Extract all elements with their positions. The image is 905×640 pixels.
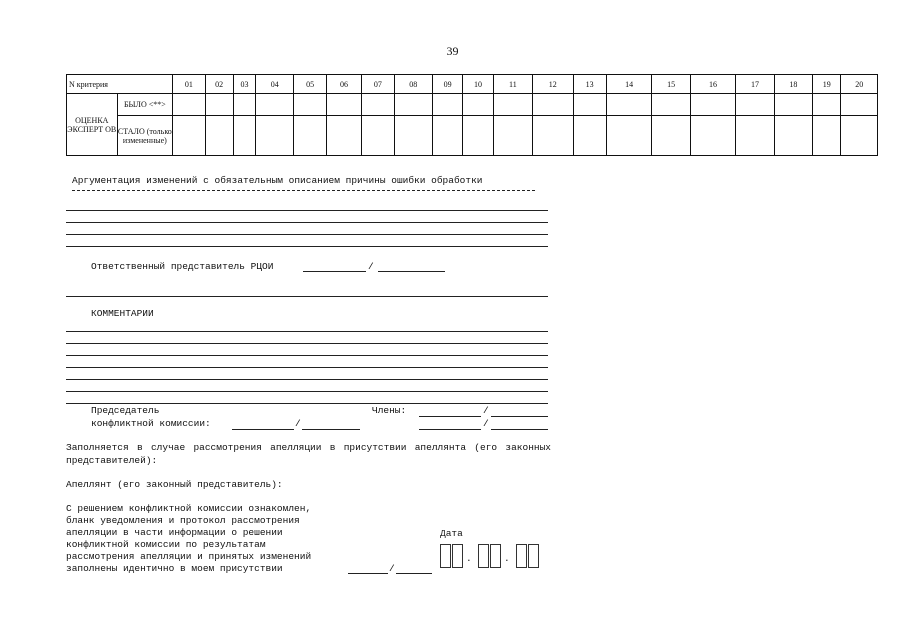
responsible-sign-line[interactable] xyxy=(303,271,366,272)
responsible-label: Ответственный представитель РЦОИ xyxy=(91,261,274,272)
after-cell[interactable] xyxy=(774,116,812,156)
before-cell[interactable] xyxy=(736,94,774,116)
criteria-col: 08 xyxy=(394,75,432,94)
criteria-col: 18 xyxy=(774,75,812,94)
after-cell[interactable] xyxy=(573,116,606,156)
ack-line: заполнены идентично в моем присутствии xyxy=(66,563,283,574)
chairman-commission-label: конфликтной комиссии: xyxy=(91,418,211,429)
member1-sign-line[interactable] xyxy=(419,416,481,417)
after-cell[interactable] xyxy=(652,116,690,156)
argumentation-line[interactable] xyxy=(66,234,548,235)
row-before-label: БЫЛО <**> xyxy=(117,94,173,116)
argumentation-line[interactable] xyxy=(66,222,548,223)
after-cell[interactable] xyxy=(205,116,233,156)
criteria-col: 14 xyxy=(606,75,652,94)
comments-line[interactable] xyxy=(66,355,548,356)
appellant-label: Апеллянт (его законный представитель): xyxy=(66,479,283,490)
before-cell[interactable] xyxy=(294,94,326,116)
ack-line: конфликтной комиссии по результатам xyxy=(66,539,266,550)
sign-separator: / xyxy=(295,418,301,429)
date-year-digit-1[interactable] xyxy=(516,544,527,568)
after-cell[interactable] xyxy=(463,116,493,156)
ack-line: рассмотрения апелляции и принятых изменений xyxy=(66,551,312,562)
sign-separator: / xyxy=(483,418,489,429)
criteria-col: 01 xyxy=(173,75,205,94)
before-cell[interactable] xyxy=(606,94,652,116)
member2-name-line[interactable] xyxy=(491,429,548,430)
argumentation-label: Аргументация изменений с обязательным описанием причины ошибки обработки xyxy=(72,175,483,186)
argumentation-underline xyxy=(72,190,535,191)
after-cell[interactable] xyxy=(432,116,462,156)
criteria-col: 20 xyxy=(841,75,878,94)
after-cell[interactable] xyxy=(813,116,841,156)
criteria-col: 11 xyxy=(493,75,532,94)
comments-label: КОММЕНТАРИИ xyxy=(91,308,154,319)
criteria-col: 07 xyxy=(362,75,394,94)
expert-score-label: ОЦЕНКА ЭКСПЕРТ ОВ xyxy=(67,94,118,156)
chairman-sign-line[interactable] xyxy=(232,429,294,430)
after-cell[interactable] xyxy=(394,116,432,156)
date-day-digit-1[interactable] xyxy=(440,544,451,568)
before-cell[interactable] xyxy=(841,94,878,116)
row-after-label: СТАЛО (только измененные) xyxy=(117,116,173,156)
argumentation-line[interactable] xyxy=(66,210,548,211)
before-cell[interactable] xyxy=(493,94,532,116)
ack-line: апелляции в части информации о решении xyxy=(66,527,283,538)
date-label: Дата xyxy=(440,528,463,539)
before-cell[interactable] xyxy=(813,94,841,116)
criteria-col: 12 xyxy=(533,75,573,94)
sign-separator: / xyxy=(389,563,395,574)
ack-line: бланк уведомления и протокол рассмотрения xyxy=(66,515,300,526)
criteria-col: 16 xyxy=(690,75,736,94)
before-cell[interactable] xyxy=(573,94,606,116)
after-cell[interactable] xyxy=(841,116,878,156)
responsible-name-line[interactable] xyxy=(378,271,445,272)
criteria-col: 10 xyxy=(463,75,493,94)
page-number: 39 xyxy=(446,44,459,58)
date-month-digit-2[interactable] xyxy=(490,544,501,568)
criteria-col: 04 xyxy=(256,75,294,94)
before-cell[interactable] xyxy=(326,94,361,116)
criteria-col: 06 xyxy=(326,75,361,94)
sign-separator: / xyxy=(368,261,374,272)
after-cell[interactable] xyxy=(736,116,774,156)
before-cell[interactable] xyxy=(362,94,394,116)
after-cell[interactable] xyxy=(362,116,394,156)
member2-sign-line[interactable] xyxy=(419,429,481,430)
comments-line[interactable] xyxy=(66,367,548,368)
after-cell[interactable] xyxy=(326,116,361,156)
before-cell[interactable] xyxy=(652,94,690,116)
criteria-col: 02 xyxy=(205,75,233,94)
criteria-col: 19 xyxy=(813,75,841,94)
members-label: Члены: xyxy=(372,405,407,416)
appeal-note: Заполняется в случае рассмотрения апелляции в присутствии апеллянта (его законных представителей): xyxy=(66,442,551,466)
criteria-col: 17 xyxy=(736,75,774,94)
appellant-sign-line[interactable] xyxy=(348,573,388,574)
chairman-label: Председатель xyxy=(91,405,160,416)
before-cell[interactable] xyxy=(233,94,255,116)
date-separator: . xyxy=(504,553,510,564)
date-separator: . xyxy=(466,553,472,564)
criteria-col: 05 xyxy=(294,75,326,94)
date-year-digit-2[interactable] xyxy=(528,544,539,568)
argumentation-line[interactable] xyxy=(66,246,548,247)
comments-line[interactable] xyxy=(66,343,548,344)
member1-name-line[interactable] xyxy=(491,416,548,417)
chairman-name-line[interactable] xyxy=(302,429,360,430)
after-cell[interactable] xyxy=(606,116,652,156)
criteria-header-label: N критерия xyxy=(67,75,173,94)
before-cell[interactable] xyxy=(690,94,736,116)
before-cell[interactable] xyxy=(205,94,233,116)
ack-line: С решением конфликтной комиссии ознакомлен, xyxy=(66,503,312,514)
responsible-extra-line[interactable] xyxy=(66,296,548,297)
before-cell[interactable] xyxy=(173,94,205,116)
criteria-col: 13 xyxy=(573,75,606,94)
after-cell[interactable] xyxy=(233,116,255,156)
after-cell[interactable] xyxy=(533,116,573,156)
criteria-table xyxy=(66,74,878,156)
sign-separator: / xyxy=(483,405,489,416)
before-cell[interactable] xyxy=(394,94,432,116)
criteria-col: 15 xyxy=(652,75,690,94)
after-cell[interactable] xyxy=(256,116,294,156)
after-cell[interactable] xyxy=(690,116,736,156)
comments-line[interactable] xyxy=(66,331,548,332)
before-cell[interactable] xyxy=(256,94,294,116)
criteria-col: 03 xyxy=(233,75,255,94)
comments-line[interactable] xyxy=(66,403,548,404)
date-month-digit-1[interactable] xyxy=(478,544,489,568)
before-cell[interactable] xyxy=(533,94,573,116)
after-cell[interactable] xyxy=(173,116,205,156)
after-cell[interactable] xyxy=(294,116,326,156)
criteria-col: 09 xyxy=(432,75,462,94)
comments-line[interactable] xyxy=(66,379,548,380)
appellant-name-line[interactable] xyxy=(396,573,432,574)
after-cell[interactable] xyxy=(493,116,532,156)
before-cell[interactable] xyxy=(774,94,812,116)
date-day-digit-2[interactable] xyxy=(452,544,463,568)
before-cell[interactable] xyxy=(432,94,462,116)
comments-line[interactable] xyxy=(66,391,548,392)
before-cell[interactable] xyxy=(463,94,493,116)
